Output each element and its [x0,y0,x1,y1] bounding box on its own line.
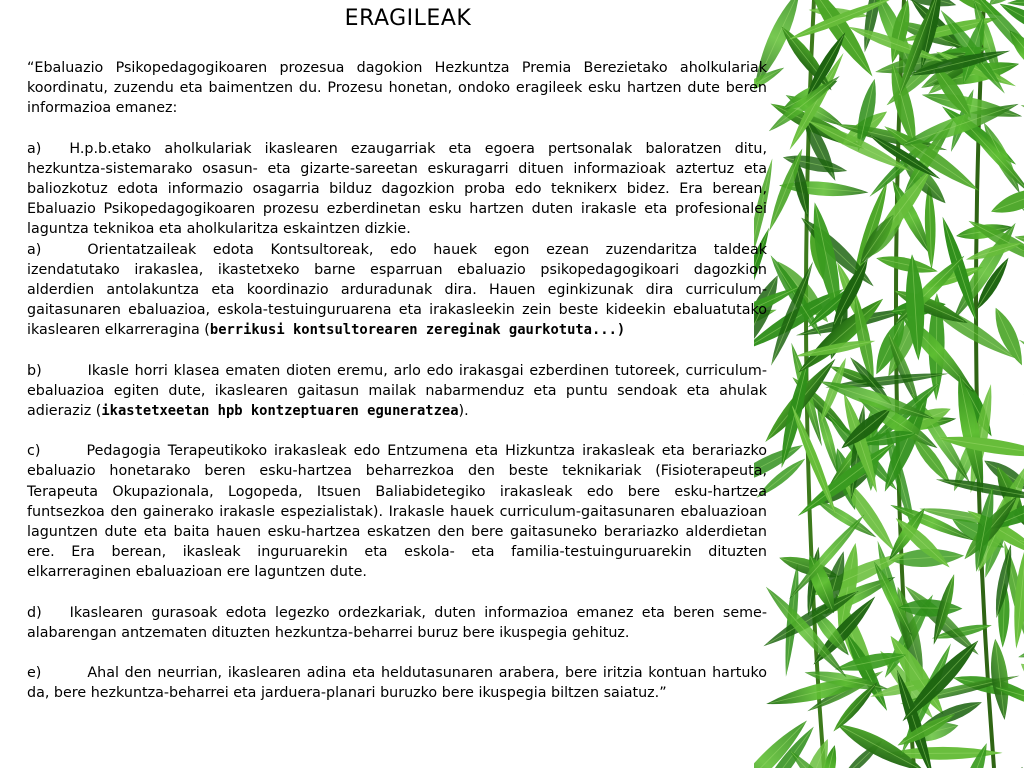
list-item [27,361,767,422]
list-item [27,441,767,582]
item-marker: d) [27,604,42,621]
item-text: Ikaslearen gurasoak edota legezko ordezkariak, duten informazioa emanez eta beren seme-alabarengan antzematen dituzten hezkuntza-beharrei buruz bere ikuspegia gehituz. [27,604,767,641]
item-marker: e) [27,665,42,682]
list-item [27,240,767,341]
item-text: Pedagogia Terapeutikoko irakasleak edo Entzumena eta Hizkuntza irakasleak eta berariazko ebaluazio honetarako beren esku-hartzea beharrezkoa den beste teknikariak (Fisioterapeuta, Terapeuta Okupazionala, Logopeda, Itsuen Baliabidetegiko irakasleak edo bere esku-hartzea funtsezkoa den gainerako irakasle espezialistak). Irakasle hauek curriculum-gaitasunaren ebaluazioan laguntzen dute eta baita hauen esku-hartzea eskatzen den bere gaitasuneko berariazko alderdietan ere. Era berean, ikasleak inguruarekin eta eskola- eta familia-testuinguruarekin dituzten elkarreraginen ebaluazioan ere laguntzen dute. [27,443,767,581]
item-text: Ikasle horri klasea ematen dioten eremu, arlo edo irakasgai ezberdinen tutoreek, curriculum-ebaluazioa egiten dute, ikaslearen gaitasun mailak nabarmenduz eta puntu sendoak eta ahulak adieraziz ( [27,362,767,420]
item-text: Ahal den neurrian, ikaslearen adina eta heldutasunaren arabera, bere iritzia kontuan hartuko da, bere hezkuntza-beharrei eta jarduera-planari buruzko bere ikuspegia biltzen saiatuz.” [27,665,767,702]
item-bold-text: berrikusi kontsultorearen zereginak gaurkotuta...) [209,322,626,339]
page-title: ERAGILEAK [344,6,472,31]
item-text: Orientatzaileak edota Kontsultoreak, edo hauek egon ezean zuzendaritza taldeak izendatutako irakaslea, ikastetxeko barne esparruan ebaluazio psikopedagogikoari dagozkion alderdien antolakuntza eta koordinazio arduradunak dira. Hauen eginkizunak dira curriculum-gaitasunaren ebaluazioa, eskola-testuinguruarena eta irakasleekin zein beste kideekin ebaluatutako ikaslearen elkarreragina ( [27,241,767,339]
list-item [27,663,767,703]
list-item [27,603,767,643]
list-item [27,139,767,240]
item-marker: a) [27,140,42,157]
item-marker: c) [27,443,41,460]
item-bold-text: ikastetxeetan hpb kontzeptuaren eguneratzea [101,403,459,420]
item-marker: b) [27,362,42,379]
intro-paragraph: “Ebaluazio Psikopedagogikoaren prozesua dagokion Hezkuntza Premia Berezietako aholkulariak koordinatu, zuzendu eta baimentzen du. Prozesu honetan, ondoko eragileek esku hartzen dute beren informazioa emanez: [27,60,767,117]
item-text: H.p.b.etako aholkulariak ikaslearen ezaugarriak eta egoera pertsonalak baloratzen ditu, hezkuntza-sistemarako osasun- eta gizarte-sareetan eskuragarri dituen informazioak aztertuz eta baliozkotuz edota informazio osagarria bilduz dagozkion proba edo teknikerx bidez. Era berean, Ebaluazio Psikopedagogikoaren prozesu ezberdinetan esku hartzen duten irakasle eta profesionalei laguntza teknikoa eta aholkularitza eskaintzen dizkie. [27,140,767,238]
document-body [27,58,767,703]
item-text-after: ). [458,403,469,420]
item-marker: a) [27,241,42,258]
bamboo-leaves-image [754,0,1024,768]
